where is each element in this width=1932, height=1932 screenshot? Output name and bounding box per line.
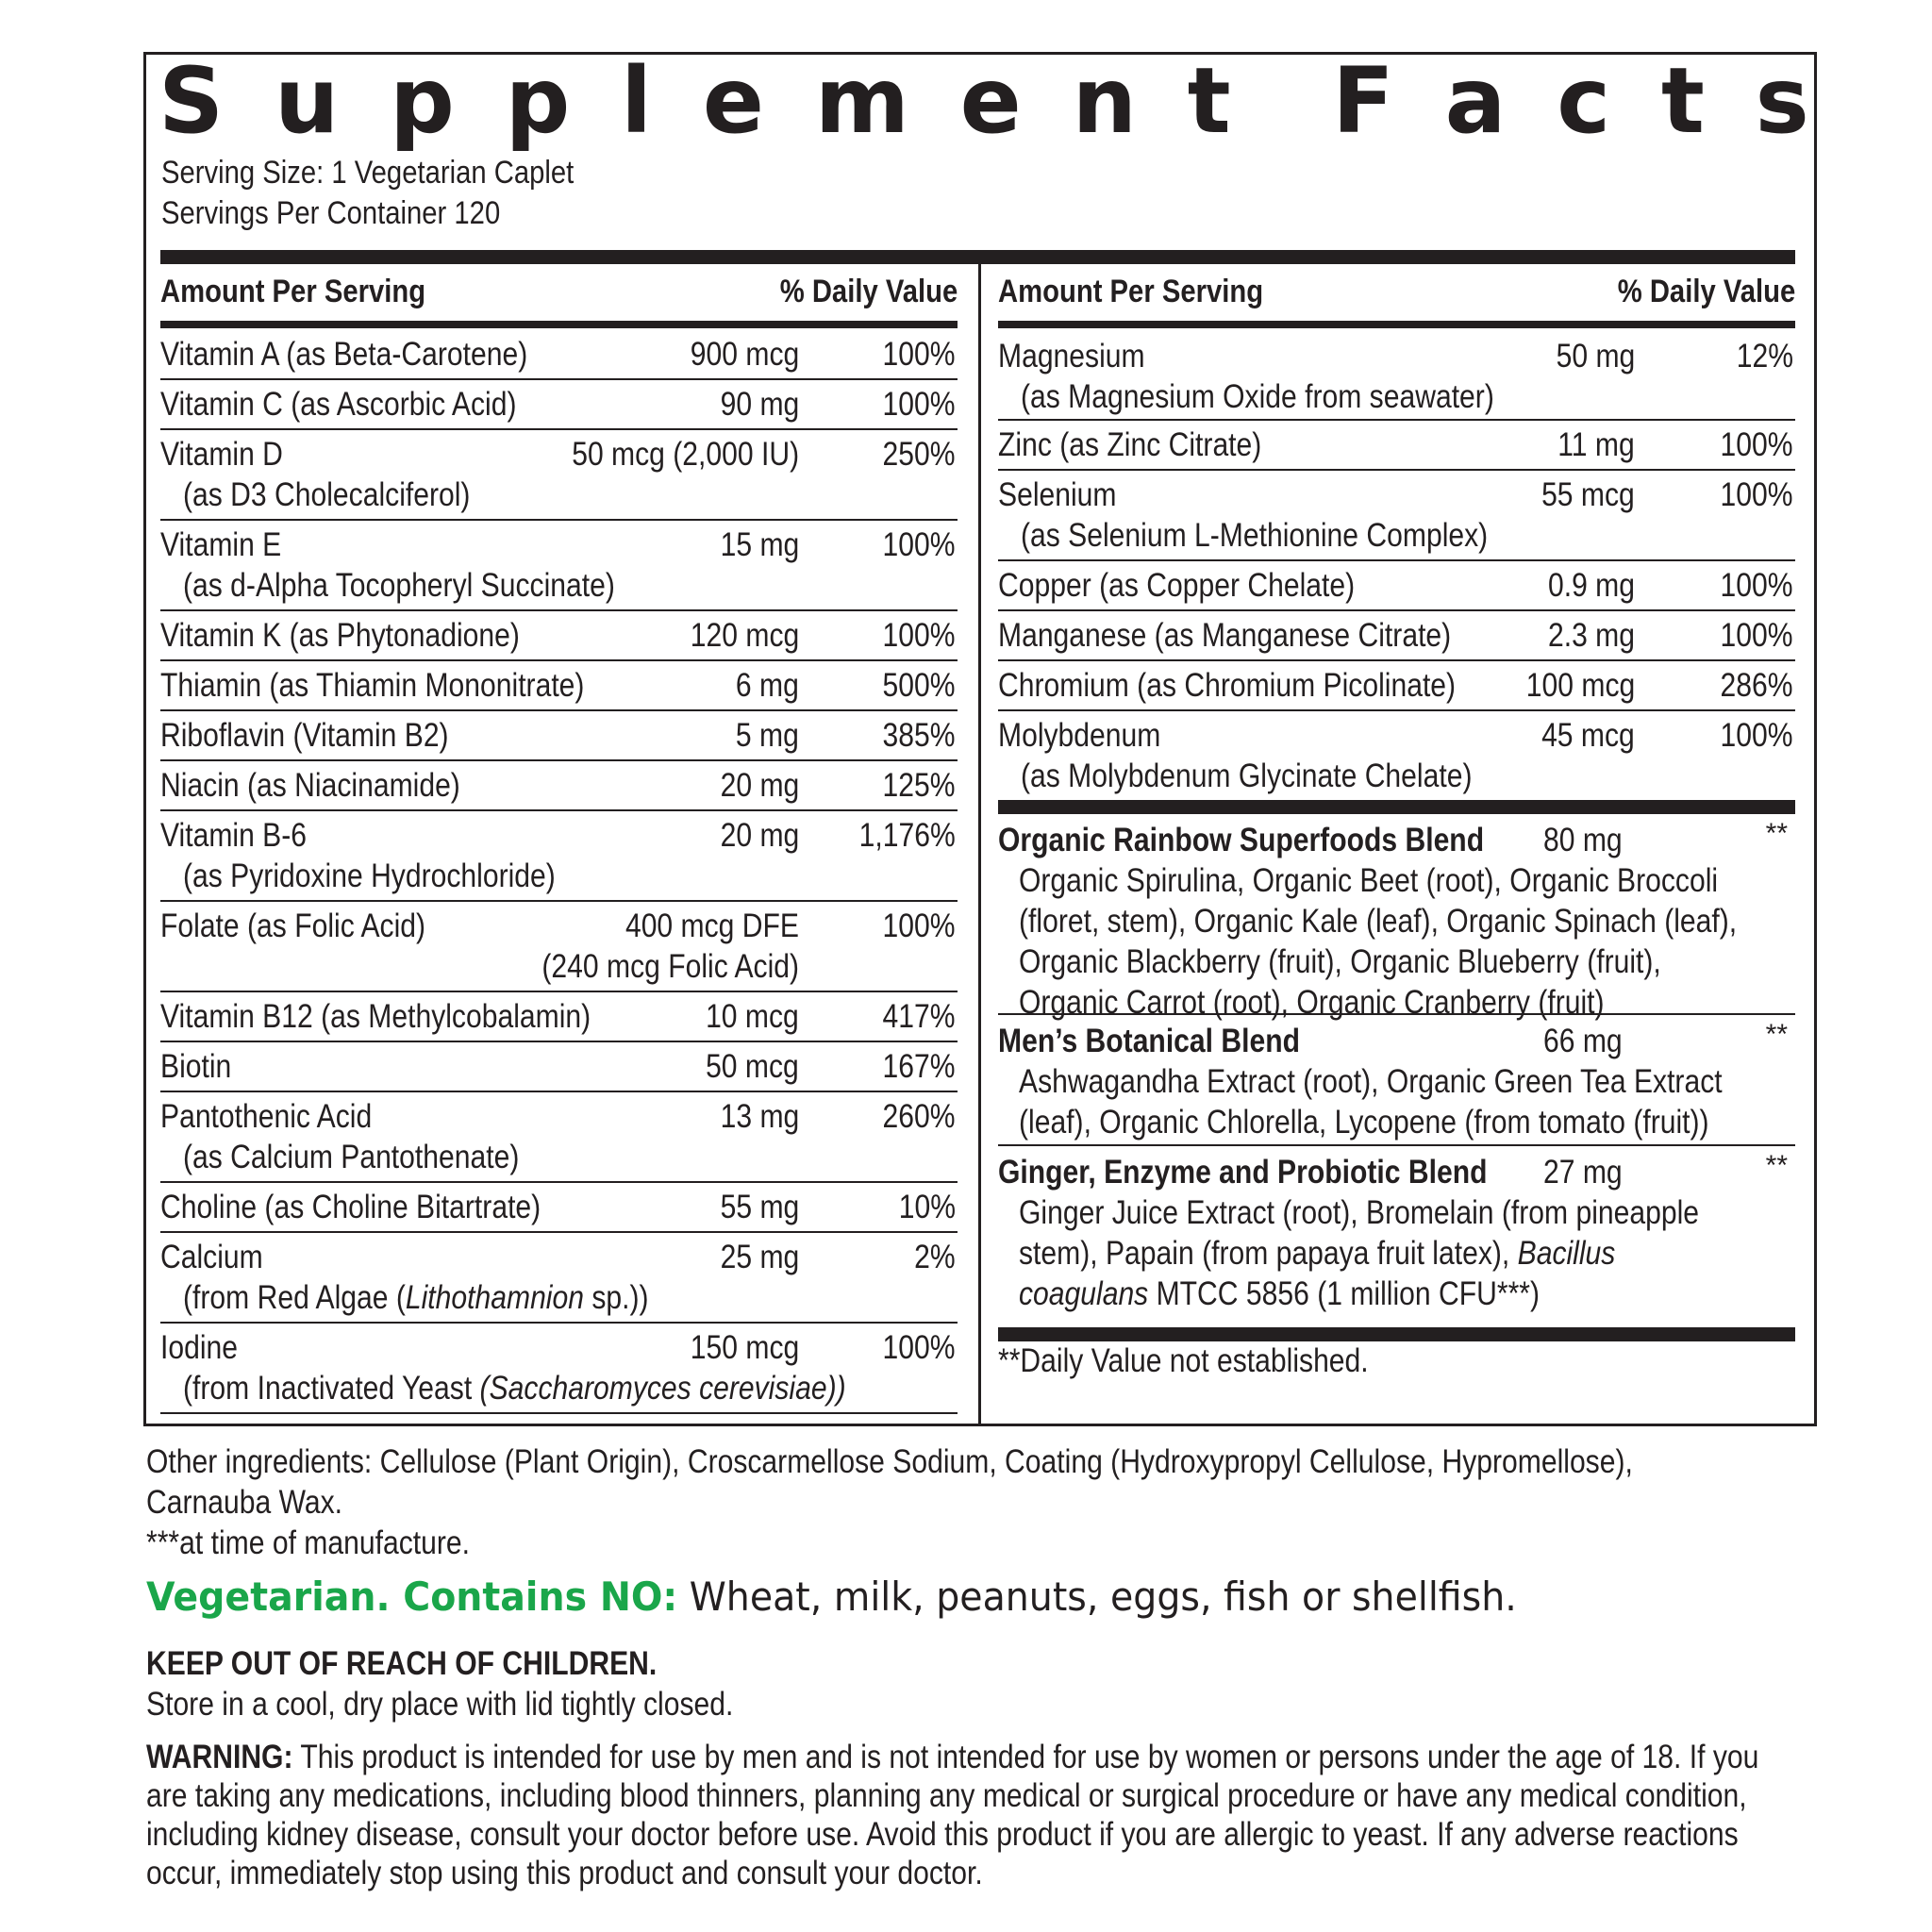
blend-amount: 80 mg	[1543, 822, 1623, 858]
warning-line: are taking any medications, including blood thinners, planning any medical or surgical procedure or have any medical condition,	[146, 1777, 1747, 1814]
nutrient-row: Molybdenum (as Molybdenum Glycinate Chelate) 45 mcg 100%	[998, 717, 1793, 794]
title-letter: e	[702, 48, 764, 154]
title-letter: t	[1660, 48, 1705, 154]
nutrient-row: Niacin (as Niacinamide) 20 mg 125%	[160, 761, 958, 811]
column-header	[998, 264, 1795, 321]
thick-divider	[998, 800, 1795, 814]
nutrient-row: Zinc (as Zinc Citrate) 11 mg 100%	[998, 421, 1795, 471]
daily-value-footnote: **Daily Value not established.	[998, 1342, 1369, 1379]
daily-value-header: % Daily Value	[1617, 274, 1795, 309]
warning-line: including kidney disease, consult your doctor before use. Avoid this product if you are allergic to yeast. If any adverse reactions	[146, 1816, 1739, 1853]
nutrient-row: Copper (as Copper Chelate) 0.9 mg 100%	[998, 561, 1795, 611]
vegetarian-statement	[146, 1574, 1517, 1620]
nutrient-row: Biotin 50 mcg 167%	[160, 1042, 958, 1092]
servings-per-container: Servings Per Container 120	[161, 195, 501, 231]
title-letter: S	[158, 48, 225, 154]
title-letter: c	[1557, 48, 1611, 154]
header-divider	[160, 321, 958, 328]
allergen-list: Wheat, milk, peanuts, eggs, fish or shellfish.	[677, 1574, 1517, 1620]
nutrient-row: Vitamin A (as Beta-Carotene) 900 mcg 100%	[160, 330, 958, 380]
vegetarian-claim: Vegetarian. Contains NO:	[146, 1574, 678, 1620]
nutrient-row: Chromium (as Chromium Picolinate) 100 mcg 286%	[998, 661, 1795, 711]
nutrient-row: Choline (as Choline Bitartrate) 55 mg 10%	[160, 1183, 958, 1233]
column-header	[160, 264, 958, 321]
amount-per-serving-header: Amount Per Serving	[998, 274, 1264, 309]
blend-dv: **	[1765, 1019, 1788, 1050]
nutrient-row: Riboflavin (Vitamin B2) 5 mg 385%	[160, 711, 958, 761]
thick-divider	[160, 250, 1795, 264]
nutrient-row: Vitamin B12 (as Methylcobalamin) 10 mcg 417%	[160, 992, 958, 1042]
nutrient-row: Manganese (as Manganese Citrate) 2.3 mg 100%	[998, 611, 1795, 661]
blend-amount: 66 mg	[1543, 1023, 1623, 1059]
nutrient-row: Vitamin D (as D3 Cholecalciferol) 50 mcg (2,000 IU) 250%	[160, 430, 958, 521]
title-letter: p	[505, 48, 571, 154]
title-letter: m	[814, 48, 909, 154]
other-ingredients-cont: Carnauba Wax.	[146, 1484, 343, 1521]
nutrient-row: Vitamin K (as Phytonadione) 120 mcg 100%	[160, 611, 958, 661]
left-nutrient-column	[160, 264, 958, 1414]
title-letter: a	[1444, 48, 1507, 154]
nutrient-row: Iodine (from Inactivated Yeast (Saccharomyces cerevisiae)) 150 mcg 100%	[160, 1324, 958, 1414]
title-letter: u	[274, 48, 340, 154]
right-nutrient-column	[998, 264, 1795, 1316]
title-letter: n	[1072, 48, 1137, 154]
nutrient-row: Vitamin B-6 (as Pyridoxine Hydrochloride) 20 mg 1,176%	[160, 811, 958, 902]
blend-name: Organic Rainbow Superfoods Blend	[998, 822, 1485, 858]
nutrient-row: Pantothenic Acid (as Calcium Pantothenate) 13 mg 260%	[160, 1092, 958, 1183]
title-letter: t	[1187, 48, 1231, 154]
title-letter: l	[621, 48, 653, 154]
warning-line: occur, immediately stop using this product and consult your doctor.	[146, 1855, 983, 1891]
warning-label: WARNING:	[146, 1739, 293, 1775]
amount-per-serving-header: Amount Per Serving	[160, 274, 426, 309]
warning-line: WARNING: This product is intended for use by men and is not intended for use by women or persons under the age of 18. If you	[146, 1739, 1759, 1775]
nutrient-row: Calcium (from Red Algae (Lithothamnion sp.)) 25 mg 2%	[160, 1233, 958, 1324]
nutrient-row: Folate (as Folic Acid) 400 mcg DFE (240 mcg Folic Acid) 100%	[160, 902, 958, 992]
column-divider	[978, 264, 981, 1426]
blend-dv: **	[1765, 1150, 1788, 1181]
title-letter: s	[1755, 48, 1809, 154]
serving-size: Serving Size: 1 Vegetarian Caplet	[161, 155, 575, 191]
blend-dv: **	[1765, 818, 1788, 849]
title-letter: p	[390, 48, 455, 154]
blend-row: Men’s Botanical Blend 66 mg ** Ashwagandha Extract (root), Organic Green Tea Extract (leaf), Organic Chlorella, Lycopene (from tomato (fruit))	[998, 1015, 1795, 1146]
supplement-facts-title	[158, 49, 1809, 153]
blend-row: Organic Rainbow Superfoods Blend 80 mg ** Organic Spirulina, Organic Beet (root), Organic Broccoli (floret, stem), Organic Kale (leaf), Organic Spinach (leaf), Organic Blackberry (fruit), Organic Blueberry (fruit), Organic Carrot (root), Organic Cranberry (fruit)	[998, 814, 1795, 1015]
header-divider	[998, 321, 1795, 328]
nutrient-row: Thiamin (as Thiamin Mononitrate) 6 mg 500%	[160, 661, 958, 711]
storage-instruction: Store in a cool, dry place with lid tightly closed.	[146, 1686, 734, 1723]
nutrient-row: Selenium (as Selenium L-Methionine Complex) 55 mcg 100%	[998, 471, 1795, 561]
keep-out-warning: KEEP OUT OF REACH OF CHILDREN.	[146, 1645, 658, 1682]
title-letter: F	[1332, 48, 1394, 154]
manufacture-note: ***at time of manufacture.	[146, 1524, 470, 1561]
title-letter: e	[959, 48, 1022, 154]
nutrient-row: Vitamin C (as Ascorbic Acid) 90 mg 100%	[160, 380, 958, 430]
thick-divider	[998, 1327, 1795, 1341]
blend-name: Men’s Botanical Blend	[998, 1023, 1301, 1059]
blend-row: Ginger, Enzyme and Probiotic Blend 27 mg ** Ginger Juice Extract (root), Bromelain (from pineapple stem), Papain (from papaya fruit latex), Bacillus coagulans MTCC 5856 (1 million CFU***)	[998, 1150, 1788, 1312]
nutrient-row: Magnesium (as Magnesium Oxide from seawater) 50 mg 12%	[998, 330, 1795, 421]
blend-name: Ginger, Enzyme and Probiotic Blend	[998, 1154, 1488, 1191]
daily-value-header: % Daily Value	[779, 274, 958, 309]
blend-amount: 27 mg	[1543, 1154, 1623, 1191]
other-ingredients: Other ingredients: Cellulose (Plant Origin), Croscarmellose Sodium, Coating (Hydroxypropyl Cellulose, Hypromellose),	[146, 1443, 1633, 1480]
nutrient-row: Vitamin E (as d-Alpha Tocopheryl Succinate) 15 mg 100%	[160, 521, 958, 611]
